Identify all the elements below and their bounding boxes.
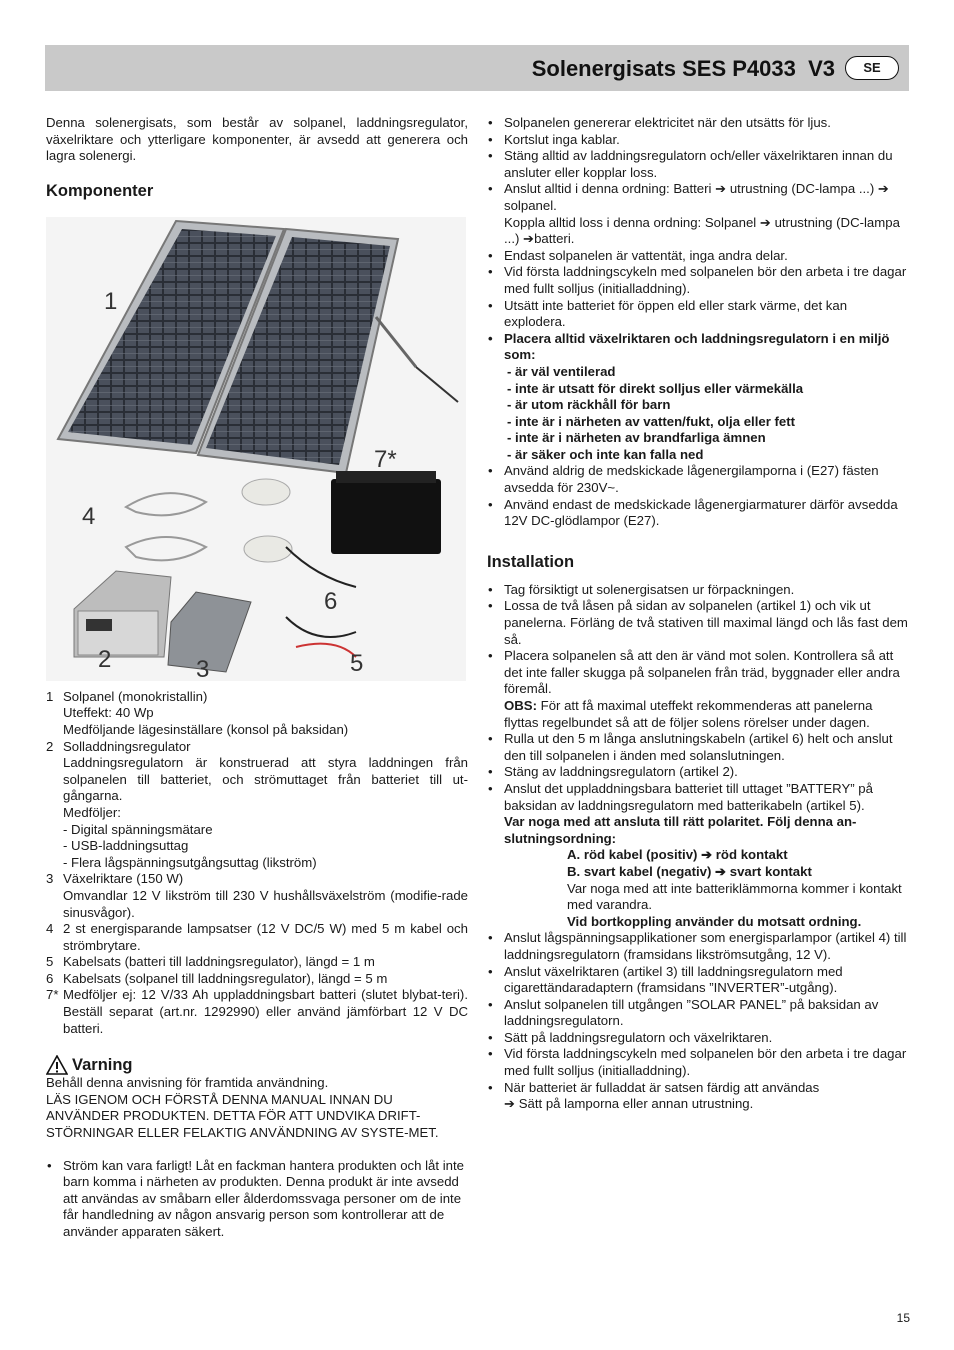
installation-heading: Installation <box>487 552 575 571</box>
warning-heading-row <box>46 1055 468 1075</box>
environment-item: - inte är i närheten av brandfarliga ämnen <box>507 430 766 446</box>
list-item: • Solpanelen genererar elektricitet när den utsätts för ljus. <box>487 115 910 132</box>
warning-triangle-icon <box>46 1055 68 1075</box>
list-item: 4 2 st energisparande lampsatser (12 V DC/5 W) med 5 m kabel och strömbrytare. <box>46 921 468 953</box>
product-photo-illustration <box>46 217 466 681</box>
page-title: Solenergisats SES P4033 V3 <box>531 56 835 81</box>
header-bar <box>45 45 909 91</box>
list-item: • Placera solpanelen så att den är vänd mot solen. Kontrollera så att det inte faller skugga på solpanelen från träd, byggnader eller andra föremål. OBS: För att få maximal uteffekt rekommenderas att panelerna flyttas regelbundet så att de följer solens rörelser under dagen. <box>487 648 910 731</box>
list-item: • Använd aldrig de medskickade lågenergilamporna i (E27) fästen avsedda för 230V~. <box>487 463 910 496</box>
warning-caps-text: LÄS IGENOM OCH FÖRSTÅ DENNA MANUAL INNAN DU ANVÄNDER PRODUKTEN. DETTA FÖR ATT UNDVIKA DRIFT-STÖRNINGAR ELLER FELAKTIG ANVÄNDNING AV SYSTE-MET. <box>46 1091 439 1141</box>
list-item: • Ström kan vara farligt! Låt en fackman hantera produkten och låt inte barn komma i närheten av produkten. Denna produkt är inte avsedd att användas av småbarn eller ålderdomssvaga personer om de inte får handledning av någon ansvarig person som kontrollerar att de använder apparaten säkert. <box>46 1158 468 1241</box>
list-item: • Anslut alltid i denna ordning: Batteri ➔ utrustning (DC-lampa ...) ➔ solpanel. Koppla alltid loss i denna ordning: Solpanel ➔ utrustning (DC-lampa ...) ➔batteri. <box>487 181 910 247</box>
list-item: • När batteriet är fulladdat är satsen färdig att användas ➔ Sätt på lamporna eller annan utrustning. <box>487 1080 910 1113</box>
list-item: • Placera alltid växelriktaren och laddningsregulatorn i en miljö som: <box>487 331 910 364</box>
product-photo <box>46 217 466 681</box>
safety-list-continued <box>487 463 910 529</box>
environment-item: - inte är utsatt för direkt solljus eller värmekälla <box>507 380 804 396</box>
list-item: • Sätt på laddningsregulatorn och växelriktaren. <box>487 1030 910 1047</box>
safety-list <box>487 115 910 364</box>
list-item: 7* Medföljer ej: 12 V/33 Ah uppladdningsbart batteri (slutet blybat-teri). Beställ separat (art.nr. 1292990) eller använd jämförbart 12 V DC batteri. <box>46 987 468 1036</box>
list-item: 6 Kabelsats (solpanel till laddningsregulator), längd = 5 m <box>46 970 388 986</box>
list-item: 2 Solladdningsregulator Laddningsregulatorn är konstruerad att styra laddningen från solpanelen till batteriet, och strömuttaget från batteriet till ut-gångarna. Medföljer: - Digital spänningsmätare - USB-laddningsuttag - Flera lågspänningsutgångsuttag (likström) <box>46 738 468 870</box>
photo-label-5: 5 <box>350 649 364 677</box>
list-item: 1 Solpanel (monokristallin) Uteffekt: 40 Wp Medföljande lägesinställare (konsol på baksidan) <box>46 688 349 737</box>
environment-item: - inte är i närheten av vatten/fukt, olja eller fett <box>507 413 796 429</box>
warning-keep-text: Behåll denna anvisning för framtida användning. <box>46 1075 329 1091</box>
installation-list <box>487 582 910 1113</box>
photo-label-6: 6 <box>324 587 338 615</box>
environment-item: - är väl ventilerad <box>507 363 616 379</box>
intro-paragraph: Denna solenergisats, som består av solpanel, laddningsregulator, växelriktare och ytterligare komponenter, är avsedd att generera och lagra solenergi. <box>46 115 468 164</box>
list-item: • Anslut lågspänningsapplikationer som energisparlampor (artikel 4) till laddningsregulatorn (framsidans likströmsutgång, 12 V). <box>487 930 910 963</box>
list-item: • Kortslut inga kablar. <box>487 132 910 149</box>
list-item: • Vid första laddningscykeln med solpanelen bör den arbeta i tre dagar med fullt solljus (initialladdning). <box>487 1046 910 1079</box>
list-item: • Utsätt inte batteriet för öppen eld eller stark värme, det kan explodera. <box>487 298 910 331</box>
list-item: • Stäng av laddningsregulatorn (artikel 2). <box>487 764 910 781</box>
left-column <box>46 115 468 1241</box>
list-item: • Anslut solpanelen till utgången ”SOLAR PANEL” på baksidan av laddningsregulatorn. <box>487 997 910 1030</box>
list-item: • Rulla ut den 5 m långa anslutningskabeln (artikel 6) helt och anslut den till solpanelen i änden med solanslutningen. <box>487 731 910 764</box>
component-list <box>46 689 468 1037</box>
components-heading: Komponenter <box>46 181 154 200</box>
photo-label-1: 1 <box>104 287 118 315</box>
language-badge: SE <box>845 56 899 80</box>
environment-item: - är utom räckhåll för barn <box>507 397 671 413</box>
page-number: 15 <box>896 1311 910 1325</box>
photo-label-2: 2 <box>98 645 112 673</box>
list-item: • Anslut växelriktaren (artikel 3) till laddningsregulatorn med cigarettändaradaptern (framsidans ”INVERTER”-utgång). <box>487 964 910 997</box>
list-item: • Vid första laddningscykeln med solpanelen bör den arbeta i tre dagar med fullt solljus (initialladdning). <box>487 264 910 297</box>
list-item: • Stäng alltid av laddningsregulatorn och/eller växelriktaren innan du ansluter eller kopplar loss. <box>487 148 910 181</box>
list-item: • Använd endast de medskickade lågenergiarmaturer därför avsedda 12V DC-glödlampor (E27). <box>487 497 910 530</box>
environment-item: - är säker och inte kan falla ned <box>507 446 704 462</box>
right-column <box>487 115 910 1113</box>
list-item: • Endast solpanelen är vattentät, inga andra delar. <box>487 248 910 265</box>
list-item: 3 Växelriktare (150 W) Omvandlar 12 V likström till 230 V hushållsväxelström (modifie-rade sinusvågor). <box>46 871 468 920</box>
photo-label-3: 3 <box>196 655 210 681</box>
list-item: • Anslut det uppladdningsbara batteriet till uttaget ”BATTERY” på baksidan av laddningsregulatorn med batterikabeln (artikel 5). Var noga med att ansluta till rätt polaritet. Följ denna an-slutningsordning: A. röd kabel (positiv) ➔ röd kontakt B. svart kabel (negativ) ➔ svart kontakt Var noga med att inte batteriklämmorna kommer i kontakt med varandra. Vid bortkoppling använder du motsatt ordning. <box>487 781 910 930</box>
list-item: • Tag försiktigt ut solenergisatsen ur förpackningen. <box>487 582 910 599</box>
warning-bullets <box>46 1158 468 1241</box>
list-item: • Lossa de två låsen på sidan av solpanelen (artikel 1) och vik ut panelerna. Förläng de två stativen till maximal längd och lås fast dem så. <box>487 598 910 648</box>
photo-label-7: 7* <box>374 445 397 473</box>
warning-heading: Varning <box>72 1056 133 1075</box>
photo-label-4: 4 <box>82 502 96 530</box>
list-item: 5 Kabelsats (batteri till laddningsregulator), längd = 1 m <box>46 954 375 970</box>
